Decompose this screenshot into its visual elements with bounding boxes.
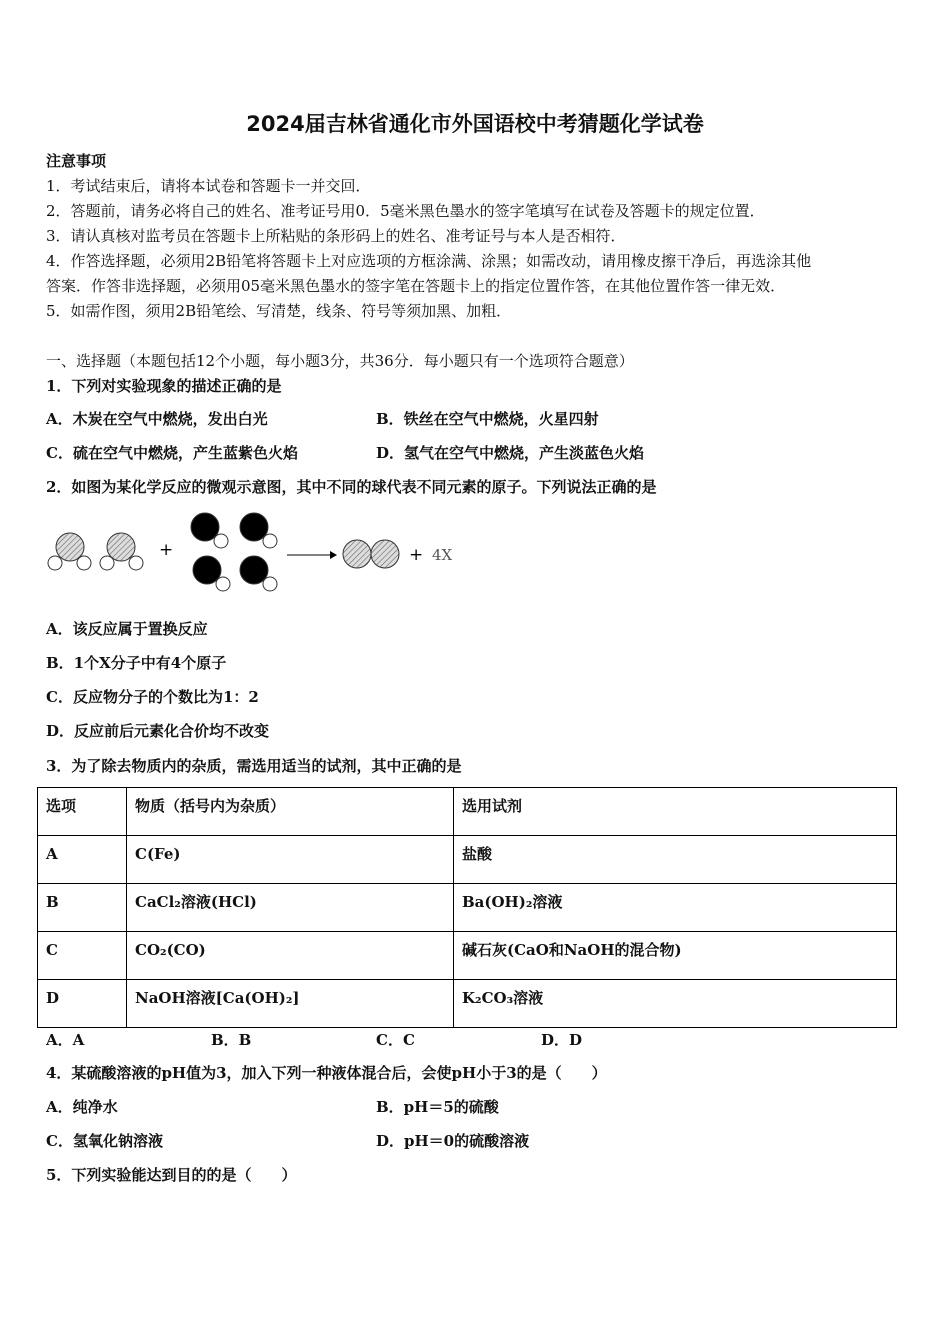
table-row [38,932,897,980]
product-label: 4X [432,546,453,564]
q3-option-c: C．C [376,1031,415,1049]
q2-stem: 2．如图为某化学反应的微观示意图，其中不同的球代表不同元素的原子。下列说法正确的是 [46,478,657,496]
notice-item: 4．作答选择题，必须用2B铅笔将答题卡上对应选项的方框涂满、涂黑；如需改动，请用橡皮擦干净后，再选涂其他 [46,252,812,270]
reagent-table [37,787,897,1028]
q4-option-b: B．pH＝5的硫酸 [376,1098,499,1116]
page-title: 2024届吉林省通化市外国语校中考猜题化学试卷 [246,112,704,136]
cell: D [38,980,127,1028]
reaction-diagram [40,505,470,600]
cell: A [38,836,127,884]
notice-item: 答案．作答非选择题，必须用05毫米黑色墨水的签字笔在答题卡上的指定位置作答，在其他位置作答一律无效． [46,277,786,295]
plus-sign: + [409,545,424,565]
cell: B [38,884,127,932]
plus-sign: + [159,540,174,560]
header-cell: 选项 [38,788,127,836]
q2-option-a: A．该反应属于置换反应 [46,620,208,638]
notice-item: 2．答题前，请务必将自己的姓名、准考证号用0．5毫米黑色墨水的签字笔填写在试卷及答题卡的规定位置． [46,202,765,220]
q5-stem: 5．下列实验能达到目的的是（ ） [46,1166,297,1184]
notice-heading: 注意事项 [46,152,107,170]
section-heading: 一、选择题（本题包括12个小题，每小题3分，共36分．每小题只有一个选项符合题意） [46,352,634,370]
q4-option-c: C．氢氧化钠溶液 [46,1132,163,1150]
table-row [38,980,897,1028]
q1-option-a: A．木炭在空气中燃烧，发出白光 [46,410,268,428]
q3-option-a: A．A [46,1031,85,1049]
q4-option-d: D．pH＝0的硫酸溶液 [376,1132,530,1150]
q2-option-b: B．1个X分子中有4个原子 [46,654,227,672]
header-cell: 选用试剂 [454,788,897,836]
cell: C [38,932,127,980]
notice-item: 5．如需作图，须用2B铅笔绘、写清楚，线条、符号等须加黑、加粗． [46,302,512,320]
cell: NaOH溶液[Ca(OH)₂] [127,980,454,1028]
q1-option-d: D．氢气在空气中燃烧，产生淡蓝色火焰 [376,444,645,462]
header-cell: 物质（括号内为杂质） [127,788,454,836]
q3-stem: 3．为了除去物质内的杂质，需选用适当的试剂，其中正确的是 [46,757,462,775]
q4-stem: 4．某硫酸溶液的pH值为3，加入下列一种液体混合后，会使pH小于3的是（ ） [46,1064,607,1082]
table-row [38,836,897,884]
cell: C(Fe) [127,836,454,884]
table-header-row [38,788,897,836]
cell: CaCl₂溶液(HCl) [127,884,454,932]
cell: 碱石灰(CaO和NaOH的混合物) [454,932,897,980]
q3-option-d: D．D [541,1031,583,1049]
q3-option-b: B．B [211,1031,252,1049]
cell: K₂CO₃溶液 [454,980,897,1028]
notice-item: 3．请认真核对监考员在答题卡上所粘贴的条形码上的姓名、准考证号与本人是否相符． [46,227,626,245]
cell: Ba(OH)₂溶液 [454,884,897,932]
q4-option-a: A．纯净水 [46,1098,118,1116]
q2-option-c: C．反应物分子的个数比为1：2 [46,688,259,706]
q1-option-b: B．铁丝在空气中燃烧，火星四射 [376,410,599,428]
q1-option-c: C．硫在空气中燃烧，产生蓝紫色火焰 [46,444,298,462]
q1-stem: 1．下列对实验现象的描述正确的是 [46,377,282,395]
cell: CO₂(CO) [127,932,454,980]
cell: 盐酸 [454,836,897,884]
table-row [38,884,897,932]
notice-item: 1．考试结束后，请将本试卷和答题卡一并交回． [46,177,371,195]
q2-option-d: D．反应前后元素化合价均不改变 [46,722,270,740]
